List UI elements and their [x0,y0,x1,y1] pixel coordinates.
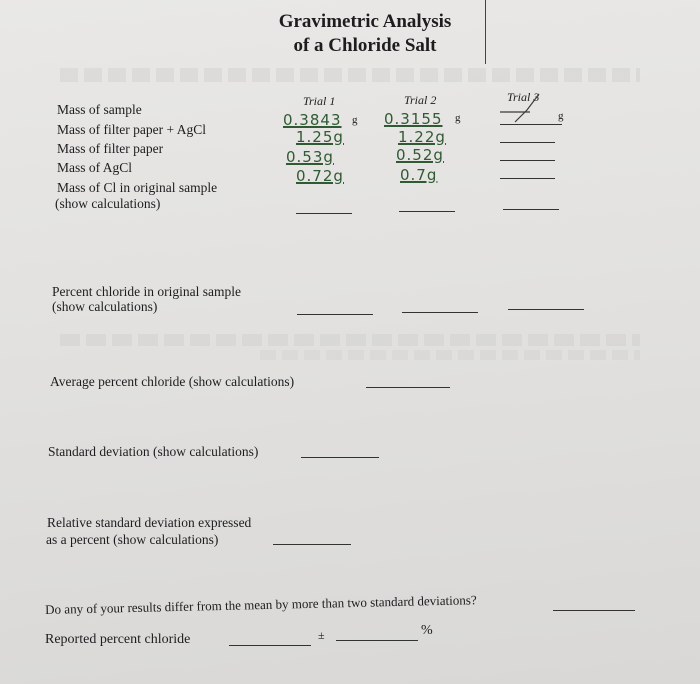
label-mass-filter: Mass of filter paper [57,141,164,156]
label-mass-cl: Mass of Cl in original sample [57,180,218,195]
label-average: Average percent chloride (show calculations) [50,374,295,389]
t1-percent-line [297,314,373,315]
t1-cl-line [296,213,352,214]
title-line-1: Gravimetric Analysis [278,11,452,32]
t3-agcl-line [500,178,555,179]
t2-sample-value: 0.3155 [384,110,443,128]
percent-sign: % [421,623,433,638]
t2-cl-line [399,211,455,212]
average-line [366,387,450,388]
reported-line [229,645,311,646]
label-rsd-1: Relative standard deviation expressed [47,515,252,530]
t2-percent-line [402,312,478,313]
plus-minus-sign: ± [318,628,325,642]
t1-filter-agcl-value: 1.25g [296,128,344,146]
title-line-2: of a Chloride Salt [293,35,437,56]
stdev-line [301,457,379,458]
t3-percent-line [508,309,584,310]
label-stdev: Standard deviation (show calculations) [48,444,259,459]
rsd-line [273,544,351,545]
label-mass-agcl-text: Mass of AgCl [57,160,133,175]
t1-filter-value: 0.53g [286,148,334,166]
bleed-through-text [60,68,640,82]
unit-t1: g [352,114,358,126]
label-mass-agcl [57,159,132,177]
label-percent-chloride: Percent chloride in original sample [52,284,241,299]
label-reported: Reported percent chloride [45,632,191,647]
t3-sample-line [500,124,562,125]
label-show-calc: (show calculations) [55,196,161,211]
t2-filter-agcl-value: 1.22g [398,128,446,146]
t2-agcl-value: 0.7g [400,166,438,184]
unit-t3: g [558,110,564,122]
t1-agcl-value: 0.72g [296,167,344,185]
trial-1-header: Trial 1 [303,94,336,108]
bleed-through-text [260,350,640,360]
page-title [0,10,700,58]
label-mass-of-sample: Mass of sample [57,102,142,117]
trial-2-header: Trial 2 [404,93,437,107]
differ-line [553,610,635,611]
t3-cl-line [503,209,559,210]
title-divider [485,0,486,64]
uncertainty-line [336,640,418,641]
label-rsd-2: as a percent (show calculations) [46,532,219,547]
t1-sample-value: 0.3843 [283,111,342,129]
bleed-through-text [60,334,640,346]
trial-3-header: Trial 3 [507,90,540,104]
unit-t2: g [455,112,461,124]
label-percent-show-calc: (show calculations) [52,299,158,314]
label-mass-filter-agcl: Mass of filter paper + AgCl [57,122,206,137]
label-differ: Do any of your results differ from the mean by more than two standard deviations? [45,592,477,617]
t3-filter-agcl-line [500,142,555,143]
t2-filter-value: 0.52g [396,146,444,164]
t3-filter-line [500,160,555,161]
